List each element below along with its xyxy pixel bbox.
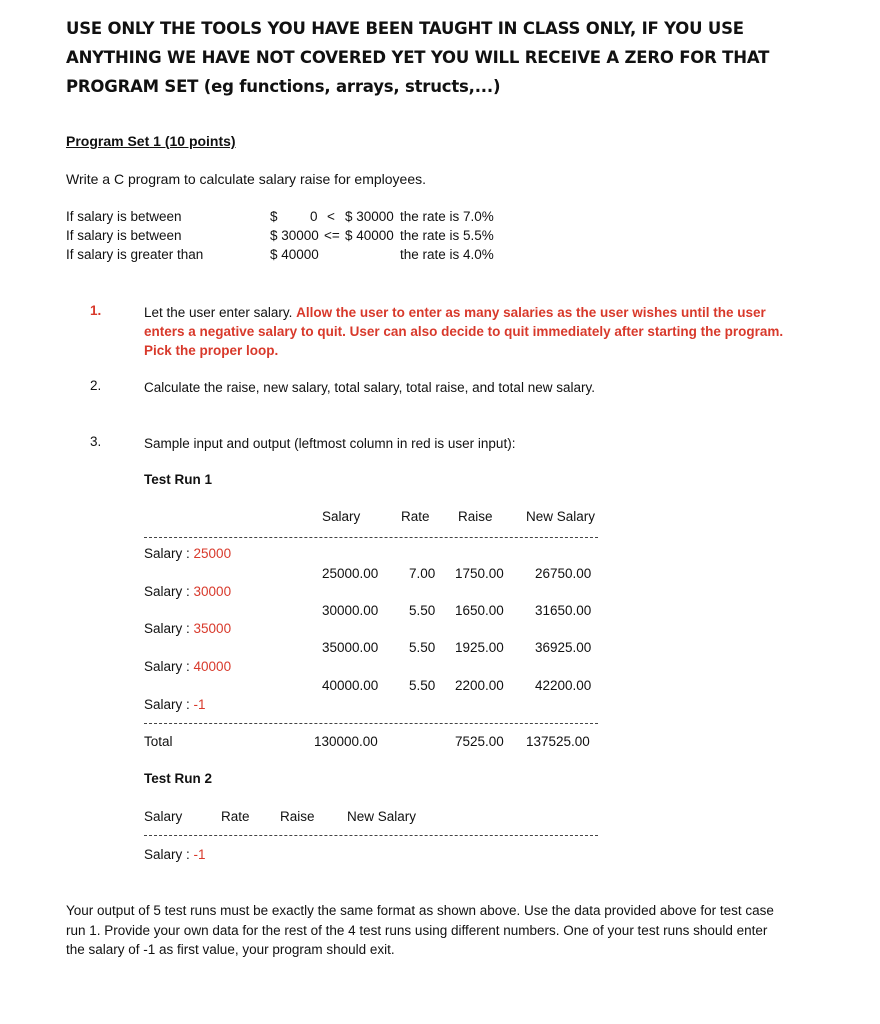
prompt-label: Salary : xyxy=(144,584,194,599)
cell-rate: 5.50 xyxy=(409,678,436,693)
cell-raise: 2200.00 xyxy=(455,678,504,693)
cell-rate: 7.00 xyxy=(409,566,436,581)
user-input: -1 xyxy=(193,697,206,712)
cell-new-salary: 26750.00 xyxy=(535,566,592,581)
salary-prompt xyxy=(144,697,206,712)
test-run-title: Test Run 2 xyxy=(144,771,213,786)
condition-op: <= xyxy=(324,228,340,243)
user-input: -1 xyxy=(193,847,206,862)
condition-op: < xyxy=(327,209,335,224)
item-number: 3. xyxy=(90,434,102,449)
assignment-warning-header xyxy=(66,14,826,101)
condition-lo: $ 40000 xyxy=(270,247,319,262)
cell-new-salary: 36925.00 xyxy=(535,640,592,655)
condition-lo-value: 0 xyxy=(310,209,318,224)
item-text-emphasis: Allow the user to enter as many salaries as the user wishes until the user enters a negative salary to quit. User can also decide to quit immediately after starting the program. Pick the proper loop. xyxy=(144,305,784,358)
divider xyxy=(144,835,598,836)
cell-salary: 25000.00 xyxy=(322,566,379,581)
column-header: Raise xyxy=(458,509,493,524)
column-header: Rate xyxy=(401,509,430,524)
instructions-footer: Your output of 5 test runs must be exactly the same format as shown above. Use the data provided above for test case run 1. Provide your own data for the rest of the 4 test runs using different numbers. One of your test runs should enter the salary of -1 as first value, your program should exit. xyxy=(66,903,774,957)
condition-label: If salary is between xyxy=(66,228,182,243)
program-set-title: Program Set 1 (10 points) xyxy=(66,133,236,149)
total-new-salary: 137525.00 xyxy=(526,734,590,749)
salary-prompt xyxy=(144,847,206,862)
divider xyxy=(144,537,598,538)
cell-rate: 5.50 xyxy=(409,603,436,618)
salary-prompt xyxy=(144,584,231,599)
prompt-label: Salary : xyxy=(144,659,194,674)
header-line: ANYTHING WE HAVE NOT COVERED YET YOU WILL RECEIVE A ZERO FOR THAT xyxy=(66,48,770,67)
cell-salary: 35000.00 xyxy=(322,640,379,655)
cell-rate: 5.50 xyxy=(409,640,436,655)
column-header: Salary xyxy=(322,509,361,524)
item-text: Calculate the raise, new salary, total salary, total raise, and total new salary. xyxy=(144,380,595,395)
total-label: Total xyxy=(144,734,173,749)
user-input: 35000 xyxy=(193,621,232,636)
condition-hi: $ 40000 xyxy=(345,228,394,243)
item-text: Sample input and output (leftmost column in red is user input): xyxy=(144,436,516,451)
salary-prompt xyxy=(144,659,231,674)
header-line: USE ONLY THE TOOLS YOU HAVE BEEN TAUGHT IN CLASS ONLY, IF YOU USE xyxy=(66,19,744,38)
column-header: New Salary xyxy=(526,509,596,524)
intro-text: Write a C program to calculate salary raise for employees. xyxy=(66,171,426,187)
item-text xyxy=(144,303,784,360)
user-input: 40000 xyxy=(193,659,232,674)
cell-raise: 1925.00 xyxy=(455,640,504,655)
test-run-title: Test Run 1 xyxy=(144,472,213,487)
salary-prompt xyxy=(144,621,231,636)
condition-label: If salary is between xyxy=(66,209,182,224)
condition-lo: $ 30000 xyxy=(270,228,319,243)
header-line: PROGRAM SET (eg functions, arrays, structs,...) xyxy=(66,77,501,96)
total-raise: 7525.00 xyxy=(455,734,504,749)
condition-rate: the rate is 4.0% xyxy=(400,247,494,262)
total-salary: 130000.00 xyxy=(314,734,378,749)
column-header: Salary xyxy=(144,809,183,824)
divider xyxy=(144,723,598,724)
prompt-label: Salary : xyxy=(144,847,194,862)
cell-salary: 30000.00 xyxy=(322,603,379,618)
prompt-label: Salary : xyxy=(144,546,194,561)
cell-new-salary: 42200.00 xyxy=(535,678,592,693)
item-text-plain: Let the user enter salary. xyxy=(144,305,297,320)
prompt-label: Salary : xyxy=(144,621,194,636)
condition-rate: the rate is 5.5% xyxy=(400,228,494,243)
column-header: Rate xyxy=(221,809,250,824)
cell-raise: 1650.00 xyxy=(455,603,504,618)
item-number: 1. xyxy=(90,303,102,318)
salary-prompt xyxy=(144,546,231,561)
column-header: New Salary xyxy=(347,809,417,824)
condition-lo: $ xyxy=(270,209,278,224)
cell-salary: 40000.00 xyxy=(322,678,379,693)
cell-new-salary: 31650.00 xyxy=(535,603,592,618)
condition-rate: the rate is 7.0% xyxy=(400,209,494,224)
prompt-label: Salary : xyxy=(144,697,194,712)
condition-label: If salary is greater than xyxy=(66,247,204,262)
condition-hi: $ 30000 xyxy=(345,209,394,224)
cell-raise: 1750.00 xyxy=(455,566,504,581)
column-header: Raise xyxy=(280,809,315,824)
user-input: 25000 xyxy=(193,546,232,561)
item-number: 2. xyxy=(90,378,102,393)
user-input: 30000 xyxy=(193,584,232,599)
